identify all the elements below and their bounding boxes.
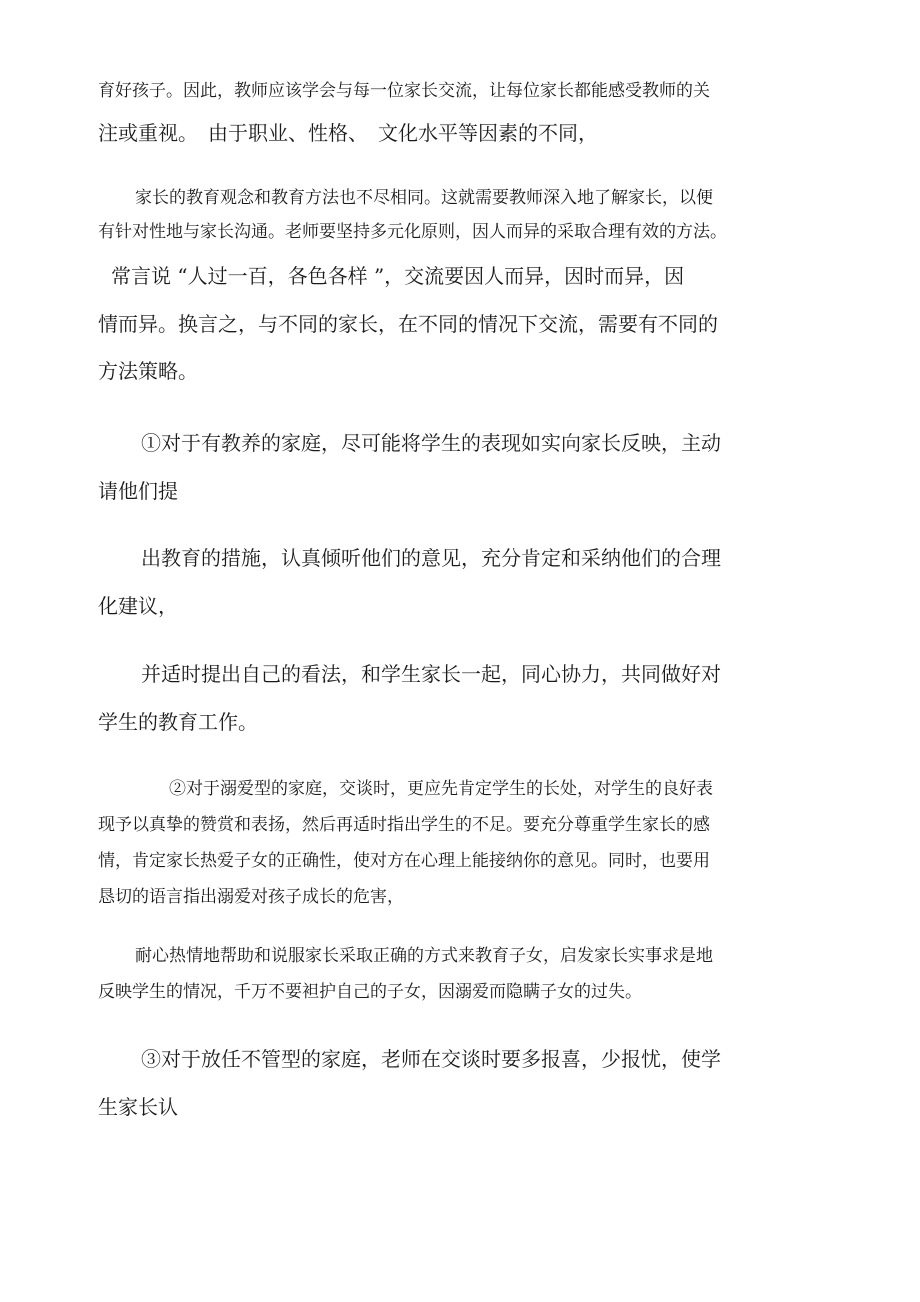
paragraph-line: 请他们提 bbox=[98, 479, 178, 503]
paragraph-line: 家长的教育观念和教育方法也不尽相同。这就需要教师深入地了解家长，以便 bbox=[135, 188, 713, 208]
paragraph-line: 常言说 “人过一百，各色各样 ”，交流要因人而异，因时而异，因 bbox=[111, 264, 685, 288]
paragraph-line: 并适时提出自己的看法，和学生家长一起，同心协力，共同做好对 bbox=[141, 662, 721, 686]
paragraph-line: 方法策略。 bbox=[98, 359, 198, 383]
paragraph-line: 有针对性地与家长沟通。老师要坚持多元化原则，因人而异的采取合理有效的方法。 bbox=[98, 222, 727, 242]
paragraph-line: ②对于溺爱型的家庭，交谈时，更应先肯定学生的长处，对学生的良好表 bbox=[169, 779, 713, 799]
paragraph-line: 反映学生的情况，千万不要袒护自己的子女，因溺爱而隐瞒子女的过失。 bbox=[98, 982, 642, 1002]
paragraph-line: 生家长认 bbox=[98, 1095, 178, 1119]
paragraph-line: ③对于放任不管型的家庭，老师在交谈时要多报喜，少报忧，使学 bbox=[141, 1047, 721, 1071]
paragraph-line: 情，肯定家长热爱子女的正确性，使对方在心理上能接纳你的意见。同时，也要用 bbox=[98, 851, 710, 871]
paragraph-line: 出教育的措施，认真倾听他们的意见，充分肯定和采纳他们的合理 bbox=[141, 546, 721, 570]
paragraph-line: 现予以真挚的赞赏和表扬，然后再适时指出学生的不足。要充分尊重学生家长的感 bbox=[98, 815, 710, 835]
paragraph-line: 恳切的语言指出溺爱对孩子成长的危害， bbox=[98, 887, 404, 907]
paragraph-line: 育好孩子。因此，教师应该学会与每一位家长交流，让每位家长都能感受教师的关 bbox=[98, 81, 710, 101]
paragraph-line: ①对于有教养的家庭，尽可能将学生的表现如实向家长反映，主动 bbox=[141, 431, 721, 455]
paragraph-line: 学生的教育工作。 bbox=[98, 710, 258, 734]
paragraph-line: 情而异。换言之，与不同的家长，在不同的情况下交流，需要有不同的 bbox=[98, 312, 718, 336]
paragraph-line: 注或重视。 由于职业、性格、 文化水平等因素的不同， bbox=[98, 121, 598, 145]
paragraph-line: 化建议， bbox=[98, 594, 178, 618]
paragraph-line: 耐心热情地帮助和说服家长采取正确的方式来教育子女，启发家长实事求是地 bbox=[135, 946, 713, 966]
